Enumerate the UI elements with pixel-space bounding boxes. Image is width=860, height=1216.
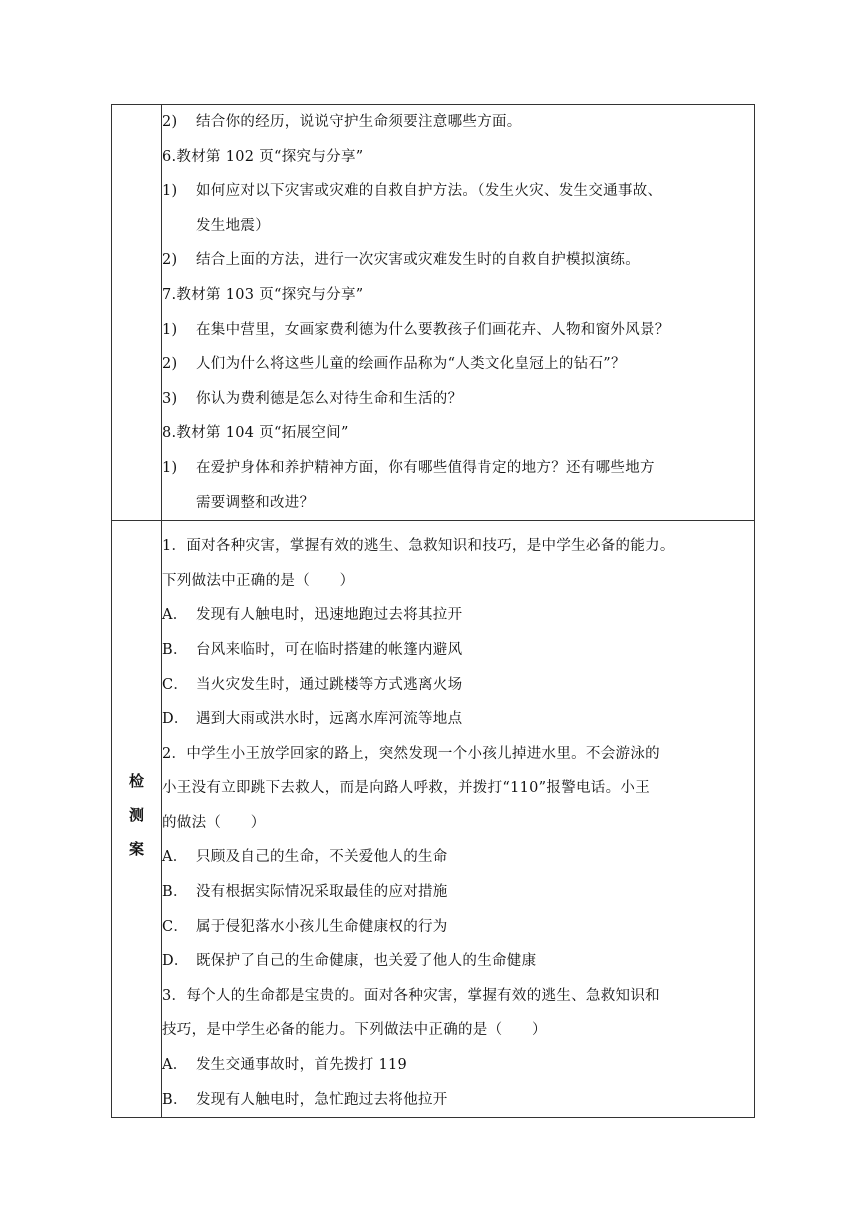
answer-option: D． 遇到大雨或洪水时，远离水库河流等地点: [162, 711, 463, 728]
list-item: 1) 在集中营里，女画家费利德为什么要教孩子们画花卉、人物和窗外风景？: [162, 321, 670, 338]
question-text: 2．中学生小王放学回家的路上，突然发现一个小孩儿掉进水里。不会游泳的: [162, 745, 660, 762]
answer-option: B． 没有根据实际情况采取最佳的应对措施: [162, 884, 448, 901]
list-item: 1) 在爱护身体和养护精神方面，你有哪些值得肯定的地方？还有哪些地方: [162, 459, 655, 476]
section-heading: 7.教材第 103 页“探究与分享”: [162, 286, 364, 303]
list-item-continuation: 发生地震）: [196, 217, 270, 234]
answer-option: A． 只顾及自己的生命，不关爱他人的生命: [162, 849, 448, 866]
list-item: 1) 如何应对以下灾害或灾难的自救自护方法。（发生火灾、发生交通事故、: [162, 183, 663, 200]
row-label-test: [112, 521, 162, 1118]
list-item: 2) 结合你的经历，说说守护生命须要注意哪些方面。: [162, 114, 522, 130]
list-item: 2) 人们为什么将这些儿童的绘画作品称为“人类文化皇冠上的钻石”？: [162, 356, 626, 373]
answer-option: B． 台风来临时，可在临时搭建的帐篷内避风: [162, 641, 463, 658]
lesson-table: [111, 104, 755, 1118]
row-label-empty: [112, 105, 162, 521]
answer-option: D． 既保护了自己的生命健康，也关爱了他人的生命健康: [162, 953, 537, 970]
list-item: 2) 结合上面的方法，进行一次灾害或灾难发生时的自救自护模拟演练。: [162, 252, 640, 269]
question-text: 技巧，是中学生必备的能力。下列做法中正确的是（ ）: [162, 1022, 547, 1039]
answer-option: C． 属于侵犯落水小孩儿生命健康权的行为: [162, 918, 448, 935]
answer-option: A． 发生交通事故时，首先拨打 119: [162, 1057, 408, 1074]
answer-option: A． 发现有人触电时，迅速地跑过去将其拉开: [162, 607, 463, 624]
question-text: 1．面对各种灾害，掌握有效的逃生、急救知识和技巧，是中学生必备的能力。: [162, 538, 675, 555]
table-row-test: [112, 521, 755, 1118]
question-text: 下列做法中正确的是（ ）: [162, 572, 355, 589]
answer-option: C． 当火灾发生时，通过跳楼等方式逃离火场: [162, 676, 463, 693]
label-char: 案: [128, 840, 144, 859]
section-heading: 6.教材第 102 页“探究与分享”: [162, 148, 364, 165]
table-row-tasks: [112, 105, 755, 521]
section-heading: 8.教材第 104 页“拓展空间”: [162, 425, 349, 442]
tasks-content: [162, 105, 755, 521]
answer-option: B． 发现有人触电时，急忙跑过去将他拉开: [162, 1091, 448, 1108]
list-item-continuation: 需要调整和改进？: [196, 494, 315, 511]
label-char: 检: [128, 772, 144, 791]
question-text: 3．每个人的生命都是宝贵的。面对各种灾害，掌握有效的逃生、急救知识和: [162, 987, 660, 1004]
question-text: 小王没有立即跳下去救人，而是向路人呼救，并拨打“110”报警电话。小王: [162, 780, 650, 797]
test-content: [162, 521, 755, 1118]
label-char: 测: [128, 806, 144, 825]
list-item: 3) 你认为费利德是怎么对待生命和生活的？: [162, 390, 463, 407]
question-text: 的做法（ ）: [162, 814, 266, 831]
